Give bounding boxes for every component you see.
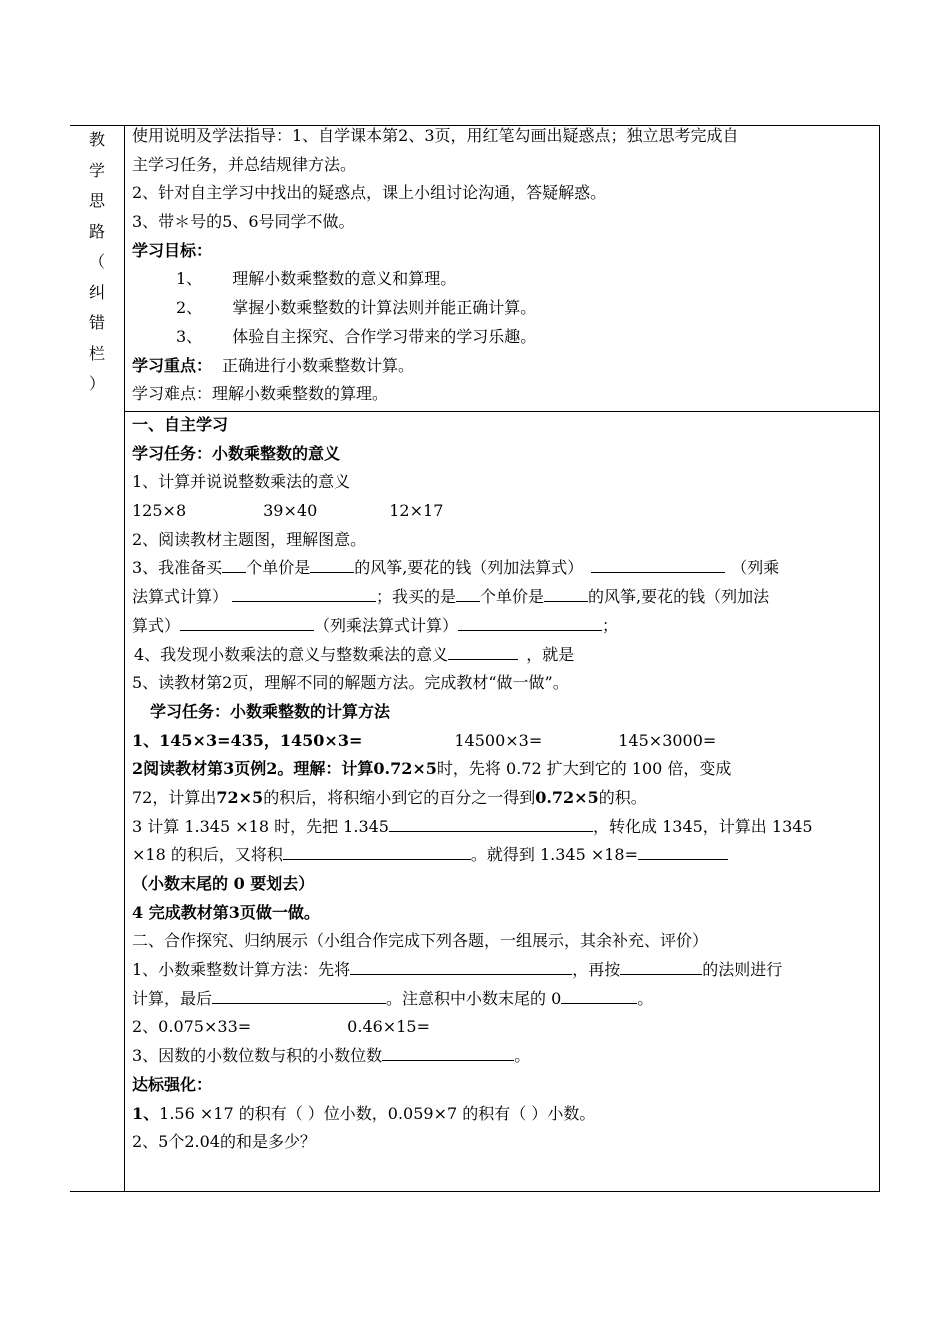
side-char: 错	[88, 313, 105, 332]
explore-text: 3、因数的小数位数与积的小数位数	[132, 1046, 383, 1066]
side-char: 思	[88, 191, 105, 210]
goal-text: 掌握小数乘整数的计算法则并能正确计算。	[232, 298, 537, 318]
compute-text: ×18 的积后，又将积	[132, 845, 283, 865]
explore-text: 1、小数乘整数计算方法：先将	[132, 960, 351, 980]
compute-text: 时，先将 0.72 扩大到它的 100 倍，变成	[436, 759, 732, 779]
goal-item	[132, 294, 874, 323]
side-char: 学	[88, 160, 105, 180]
explore-text: ，再按	[572, 960, 621, 980]
blank-field[interactable]	[620, 956, 702, 975]
q3-text: （列乘法算式计算）	[314, 615, 459, 635]
side-char: 路	[88, 221, 105, 241]
explore-1	[132, 956, 874, 985]
instructions-line: 使用说明及学法指导：1、自学课本第2、3页，用红笔勾画出疑惑点；独立思考完成自	[132, 126, 739, 145]
compute-2	[132, 755, 874, 784]
side-char: 纠	[88, 282, 105, 302]
goal-text: 理解小数乘整数的意义和算理。	[232, 269, 457, 289]
explore-text: 的法则进行	[702, 960, 783, 980]
section-heading-practice: 达标强化：	[132, 1074, 213, 1094]
compute-3	[132, 813, 874, 842]
compute-3-cont	[132, 841, 874, 870]
q3-text: （列乘	[731, 558, 780, 578]
task-heading-method: 学习任务：小数乘整数的计算方法	[150, 701, 391, 721]
q3-text: 的风筝,要花的钱（列加法算式）	[354, 558, 584, 578]
goal-text: 体验自主探究、合作学习带来的学习乐趣。	[232, 326, 537, 346]
goal-item	[132, 265, 874, 294]
explore-text: 。	[637, 988, 654, 1008]
blank-field[interactable]	[591, 554, 725, 573]
key-point-text: 正确进行小数乘整数计算。	[222, 355, 415, 375]
compute-text: 2阅读教材第3页例2。理解：计算0.72×5	[132, 759, 437, 779]
blank-field[interactable]	[389, 813, 593, 832]
q3-text: ；	[602, 615, 619, 635]
explore-text: 。	[514, 1046, 531, 1066]
goal-number: 1、	[176, 269, 203, 289]
calc-item: 125×8	[132, 501, 187, 521]
blank-field[interactable]	[212, 985, 386, 1004]
blank-field[interactable]	[638, 841, 728, 860]
table-bottom-border	[70, 1191, 880, 1192]
compute-text: 72×5	[216, 787, 264, 807]
blank-field[interactable]	[222, 554, 246, 573]
practice-1	[132, 1100, 874, 1129]
instructions-line: 2、针对自主学习中找出的疑惑点，课上小组讨论沟通，答疑解惑。	[132, 183, 607, 203]
blank-field[interactable]	[310, 554, 354, 573]
blank-field[interactable]	[561, 985, 637, 1004]
question-2: 2、阅读教材主题图，理解图意。	[132, 529, 367, 549]
key-point-heading: 学习重点：	[132, 355, 213, 375]
question-3-cont	[132, 612, 874, 641]
explore-text: 0.46×15=	[347, 1017, 430, 1037]
compute-text: 。就得到 1.345 ×18=	[470, 845, 639, 865]
side-char: （	[88, 252, 105, 271]
blank-field[interactable]	[458, 612, 602, 631]
side-char: 栏	[88, 343, 105, 363]
blank-field[interactable]	[180, 612, 314, 631]
instructions-line: 主学习任务，并总结规律方法。	[132, 154, 357, 174]
blank-field[interactable]	[544, 583, 588, 602]
side-char: ）	[88, 374, 105, 393]
compute-text: 72，计算出	[132, 787, 217, 807]
blank-field[interactable]	[382, 1042, 514, 1061]
blank-field[interactable]	[232, 583, 376, 602]
explore-text: 。注意积中小数末尾的 0	[386, 988, 562, 1008]
question-4	[132, 641, 874, 670]
compute-text: 14500×3=	[454, 730, 543, 750]
side-char: 教	[88, 130, 105, 149]
calc-item: 12×17	[389, 501, 444, 521]
compute-text: 的积。	[598, 787, 647, 807]
goal-item	[132, 323, 874, 352]
blank-field[interactable]	[350, 956, 572, 975]
explore-1-cont	[132, 985, 874, 1014]
compute-text: 的积后，将积缩小到它的百分之一得到	[263, 787, 536, 807]
compute-text: 1、145×3=435，1450×3=	[132, 730, 363, 750]
compute-4: 4 完成教材第3页做一做。	[132, 902, 320, 922]
q3-text: 算式）	[132, 615, 181, 635]
key-point-line	[132, 352, 874, 381]
q3-text: 3、我准备买	[132, 558, 223, 578]
q3-text: ；我买的是	[376, 587, 457, 607]
compute-text: ，转化成 1345，计算出 1345	[593, 816, 813, 836]
instructions-cell	[132, 122, 874, 409]
difficulty-line: 学习难点：理解小数乘整数的算理。	[132, 384, 389, 404]
question-3-cont	[132, 583, 874, 612]
blank-field[interactable]	[448, 641, 518, 660]
compute-2-cont	[132, 784, 874, 813]
question-5: 5、读教材第2页，理解不同的解题方法。完成教材“做一做”。	[132, 673, 569, 693]
compute-1	[132, 727, 874, 756]
blank-field[interactable]	[283, 841, 471, 860]
table-right-border	[879, 125, 880, 1192]
practice-2: 2、5个2.04的和是多少？	[132, 1132, 316, 1152]
explore-3	[132, 1042, 874, 1071]
practice-text: 1、	[132, 1103, 160, 1123]
question-1: 1、计算并说说整数乘法的意义	[132, 472, 351, 492]
goal-number: 3、	[176, 326, 203, 346]
explore-text: 计算，最后	[132, 988, 213, 1008]
calc-item: 39×40	[263, 501, 318, 521]
calc-row	[132, 497, 874, 526]
instructions-line: 3、带＊号的5、6号同学不做。	[132, 212, 355, 232]
section-heading-explore: 二、合作探究、归纳展示（小组合作完成下列各题，一组展示，其余补充、评价）	[132, 931, 709, 951]
task-heading-meaning: 学习任务：小数乘整数的意义	[132, 443, 341, 463]
compute-3-note: （小数末尾的 0 要划去）	[132, 874, 315, 893]
q3-text: 的风筝,要花的钱（列加法	[588, 587, 770, 607]
section-heading-self-study: 一、自主学习	[132, 415, 229, 434]
practice-text: 1.56 ×17 的积有（ ）位小数，0.059×7 的积有（ ）小数。	[159, 1103, 596, 1123]
table-column-divider	[124, 125, 125, 1192]
explore-text: 2、0.075×33=	[132, 1017, 252, 1037]
blank-field[interactable]	[456, 583, 480, 602]
q3-text: 个单价是	[246, 558, 311, 578]
q4-text: 4、我发现小数乘法的意义与整数乘法的意义	[134, 644, 449, 664]
q3-text: 法算式计算）	[132, 587, 229, 607]
compute-text: 0.72×5	[535, 787, 599, 807]
tasks-cell	[132, 411, 874, 1157]
question-3	[132, 554, 874, 583]
q3-text: 个单价是	[480, 587, 545, 607]
goal-number: 2、	[176, 298, 203, 318]
compute-text: 3 计算 1.345 ×18 时，先把 1.345	[132, 816, 389, 836]
goals-heading: 学习目标：	[132, 240, 213, 260]
q4-text: ，就是	[526, 644, 575, 664]
explore-2	[132, 1013, 874, 1042]
side-label-column	[70, 125, 124, 400]
compute-text: 145×3000=	[618, 730, 717, 750]
